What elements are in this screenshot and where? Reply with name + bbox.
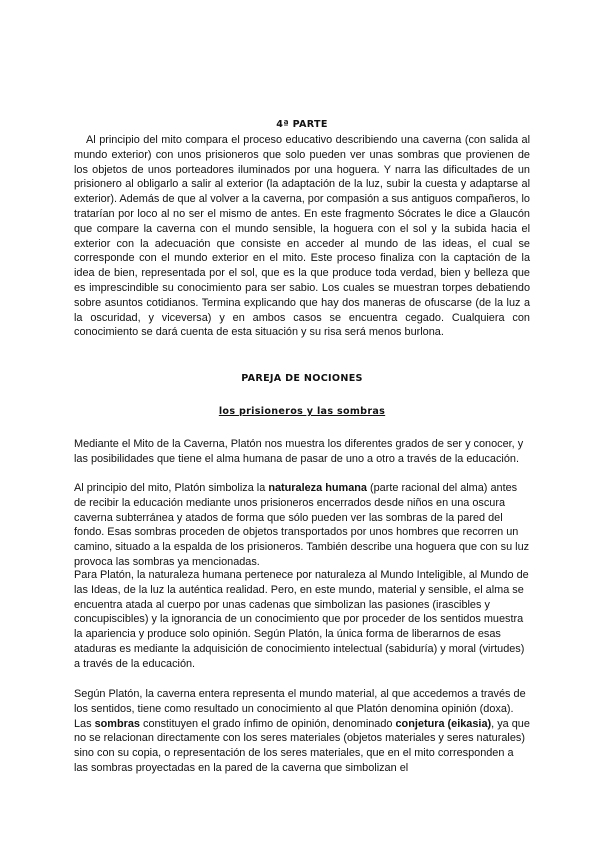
paragraph-2-pre: Al principio del mito, Platón simboliza la [74,482,269,494]
paragraph-4-b2: conjetura (eikasia) [395,717,492,730]
paragraph-1: Mediante el Mito de la Caverna, Platón nos muestra los diferentes grados de ser y conocer, y las posibilidades que tiene el alma humana de pasar de uno a otro a través de la educación. [74,438,524,465]
paragraph-4-b1: sombras [94,717,140,730]
paragraph-4-t3: , ya que no se relacionan directamente con los seres materiales (objetos materiales y seres naturales) sino con su copia, o representación de los seres materiales, que en el mito corresponden a las sombras proyectadas en la pared de la caverna que simbolizan el [74,717,530,774]
paragraph-4 [74,687,530,776]
paragraph-3: Para Platón, la naturaleza humana pertenece por naturaleza al Mundo Inteligible, al Mundo de las Ideas, de la luz la auténtica realidad. Pero, en este mundo, material y sensible, el alma se encuentra atada al cuerpo por unas cadenas que simbolizan las pasiones (irascibles y concupiscibles) y la ignorancia de un conocimiento que por proceder de los sentidos muestra la apariencia y produce solo opinión. Según Platón, la única forma de liberarnos de esas ataduras es mediante la adquisición de conocimiento intelectual (sabiduría) y moral (virtudes) a través de la educación. [74,569,529,670]
intro-paragraph [74,133,530,340]
pairs-subtitle: los prisioneros y las sombras [218,406,386,417]
section-title: 4ª PARTE [276,119,328,130]
paragraph-2 [74,481,530,570]
paragraph-4-t2: constituyen el grado ínfimo de opinión, denominado [140,717,396,730]
pairs-title: PAREJA DE NOCIONES [241,373,363,384]
intro-paragraph-text: Al principio del mito compara el proceso educativo describiendo una caverna (con salida al mundo exterior) con unos prisioneros que solo pueden ver unas sombras que provienen de los objetos de unos porteadores iluminados por una hoguera. Y narra las dificultades de un prisionero al obligarlo a salir al exterior (la adaptación de la luz, subir la cuesta y adaptarse al exterior). Además de que al volver a la caverna, por compasión a sus antiguos compañeros, lo tratarían por loco al no ser el mismo de antes. En este fragmento Sócrates le dice a Glaucón que compare la caverna con el mundo sensible, la hoguera con el sol y la subida hacia el exterior con la adecuación que consiste en acceder al mundo de las ideas, el cual se corresponde con el mundo exterior en el mito. Este proceso finaliza con la captación de la idea de bien, representada por el sol, que es la que produce toda verdad, bien y belleza que es imprescindible su conocimiento para ser sabio. Los cuales se muestran torpes debatiendo sobre asuntos cotidianos. Termina explicando que hay dos maneras de ofuscarse (de la luz a la oscuridad, y viceversa) y en ambos casos se encuentra cegado. Cualquiera con conocimiento se dará cuenta de esta situación y su risa será menos burlona. [74,134,530,339]
paragraph-2-post: (parte racional del alma) antes de recibir la educación mediante unos prisioneros encerrados desde niños en una oscura caverna subterránea y atados de forma que sólo pueden ver las sombras de la pared del fondo. Esas sombras proceden de objetos transportados por unos hombres que recorren un camino, situado a la espalda de los prisioneros. También describe una hoguera que con su luz provoca las sombras ya mencionadas. [74,482,530,568]
paragraph-4-t1: Según Platón, la caverna entera representa el mundo material, al que accedemos a través de los sentidos, tiene como resultado un conocimiento al que Platón denomina opinión (doxa). Las [74,688,526,730]
paragraph-2-bold: naturaleza humana [268,482,367,494]
